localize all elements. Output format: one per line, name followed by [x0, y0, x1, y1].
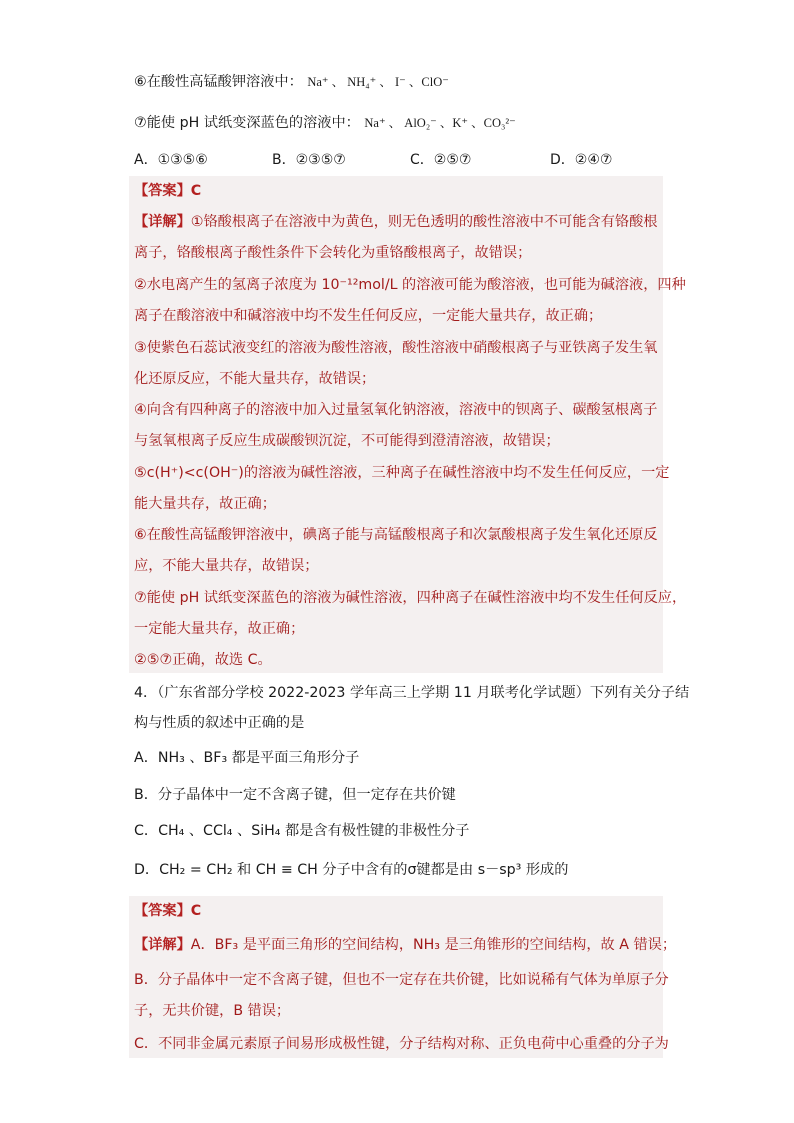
- q4-detail-line-4: C．不同非金属元素原子间易形成极性键，分子结构对称、正负电荷中心重叠的分子为: [134, 1036, 669, 1052]
- q4-detail-label: 【详解】: [134, 937, 191, 953]
- q3-detail-line-3: ②水电离产生的氢离子浓度为 10⁻¹²mol/L 的溶液可能为酸溶液，也可能为碱溶液，四种: [134, 277, 686, 293]
- q3-detail-line-11: ⑥在酸性高锰酸钾溶液中，碘离子能与高锰酸根离子和次氯酸根离子发生氧化还原反: [134, 527, 658, 543]
- item-7-line: [134, 113, 516, 133]
- q3-detail-line-5: ③使紫色石蕊试液变红的溶液为酸性溶液，酸性溶液中硝酸根离子与亚铁离子发生氧: [134, 340, 658, 356]
- q3-detail-line-6: 化还原反应，不能大量共存，故错误；: [134, 371, 376, 387]
- q3-detail-line-14: 一定能大量共存，故正确；: [134, 621, 305, 637]
- item-7-ions: Na⁺ 、 AlO₂⁻ 、K⁺ 、CO₃²⁻: [364, 116, 516, 130]
- q4-option-c[interactable]: C．CH₄ 、CCl₄ 、SiH₄ 都是含有极性键的非极性分子: [134, 823, 470, 839]
- q4-answer-label: 【答案】C: [134, 903, 202, 919]
- item-6-ions: Na⁺ 、 NH₄⁺ 、 I⁻ 、ClO⁻: [307, 75, 449, 89]
- q4-stem-line-1: 4．（广东省部分学校 2022-2023 学年高三上学期 11 月联考化学试题）下列有关分子结: [134, 685, 690, 701]
- q3-detail-line-2: 离子，铬酸根离子酸性条件下会转化为重铬酸根离子，故错误；: [134, 245, 532, 261]
- q3-detail-line-10: 能大量共存，故正确；: [134, 496, 276, 512]
- q3-answer-label: 【答案】C: [134, 183, 202, 199]
- q3-detail-line-9: ⑤c(H⁺)<c(OH⁻)的溶液为碱性溶液，三种离子在碱性溶液中均不发生任何反应，一定: [134, 465, 670, 481]
- item-7-prefix: ⑦能使 pH 试纸变深蓝色的溶液中：: [134, 115, 360, 131]
- q3-option-a[interactable]: A．①③⑤⑥: [134, 152, 208, 168]
- q4-option-a[interactable]: A．NH₃ 、BF₃ 都是平面三角形分子: [134, 750, 360, 766]
- q4-option-b[interactable]: B．分子晶体中一定不含离子键，但一定存在共价键: [134, 787, 456, 803]
- q4-detail-line-3: 子，无共价键，B 错误；: [134, 1003, 291, 1019]
- q3-detail-line-7: ④向含有四种离子的溶液中加入过量氢氧化钠溶液，溶液中的钡离子、碳酸氢根离子: [134, 402, 658, 418]
- q3-option-c[interactable]: C．②⑤⑦: [410, 152, 472, 168]
- q3-detail-line-8: 与氢氧根离子反应生成碳酸钡沉淀，不可能得到澄清溶液，故错误；: [134, 433, 560, 449]
- q3-option-b[interactable]: B．②③⑤⑦: [272, 152, 346, 168]
- q4-detail-line-1: 【详解】A．BF₃ 是平面三角形的空间结构，NH₃ 是三角锥形的空间结构，故 A 错误；: [134, 937, 677, 953]
- q3-detail-line-12: 应，不能大量共存，故错误；: [134, 558, 319, 574]
- q3-option-d[interactable]: D．②④⑦: [550, 152, 613, 168]
- q3-detail-line-4: 离子在酸溶液中和碱溶液中均不发生任何反应，一定能大量共存，故正确；: [134, 308, 603, 324]
- q3-detail-line-1: 【详解】①铬酸根离子在溶液中为黄色，则无色透明的酸性溶液中不可能含有铬酸根: [134, 214, 658, 230]
- q4-option-d[interactable]: D．CH₂ = CH₂ 和 CH ≡ CH 分子中含有的σ键都是由 s－sp³ 形成的: [134, 862, 569, 878]
- item-6-line: [134, 72, 449, 92]
- q4-detail-line-2: B．分子晶体中一定不含离子键，但也不一定存在共价键，比如说稀有气体为单原子分: [134, 972, 669, 988]
- q3-detail-label: 【详解】: [134, 214, 191, 230]
- item-6-prefix: ⑥在酸性高锰酸钾溶液中：: [134, 74, 303, 90]
- q4-stem-line-2: 构与性质的叙述中正确的是: [134, 715, 305, 731]
- q3-detail-line-15: ②⑤⑦正确，故选 C。: [134, 652, 272, 668]
- q3-detail-line-13: ⑦能使 pH 试纸变深蓝色的溶液为碱性溶液，四种离子在碱性溶液中均不发生任何反应，: [134, 590, 687, 606]
